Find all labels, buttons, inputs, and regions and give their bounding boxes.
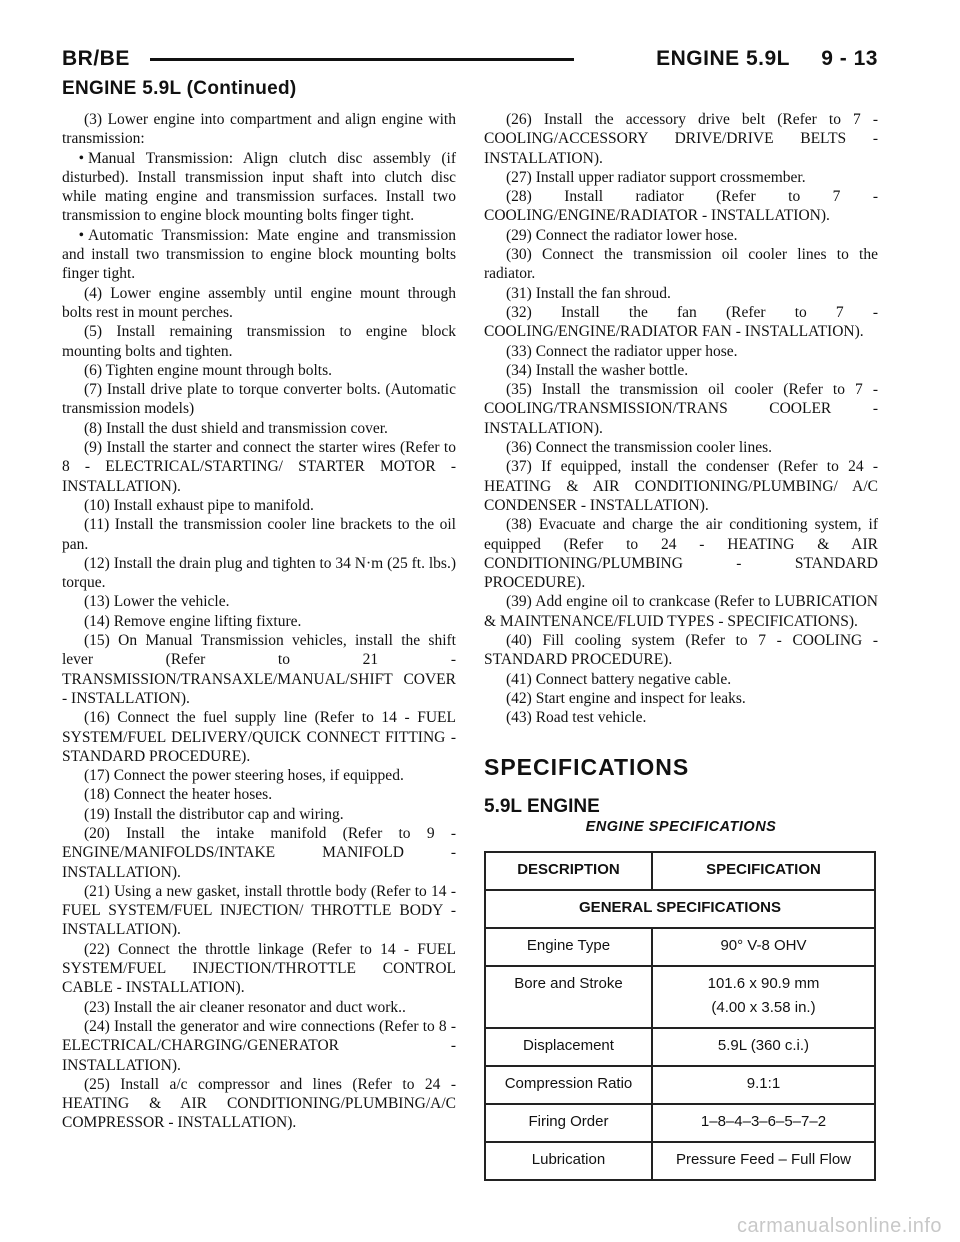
step-paragraph: (27) Install upper radiator support crossmember. <box>506 168 806 186</box>
step-paragraph: (37) If equipped, install the condenser (Refer to 24 - HEATING & AIR CONDITIONING/PLUMBING/ A/C CONDENSER - INSTALLATION). <box>484 458 878 514</box>
step-paragraph: (28) Install radiator (Refer to 7 - COOLING/ENGINE/RADIATOR - INSTALLATION). <box>484 188 878 225</box>
table-row <box>485 1066 875 1104</box>
step-paragraph: (8) Install the dust shield and transmission cover. <box>84 419 388 437</box>
table-row <box>485 1142 875 1180</box>
step-paragraph: (29) Connect the radiator lower hose. <box>506 226 738 244</box>
right-steps <box>484 110 878 728</box>
step-paragraph: (34) Install the washer bottle. <box>506 361 689 379</box>
spec-description: Displacement <box>485 1028 652 1066</box>
spec-description: Firing Order <box>485 1104 652 1142</box>
step-paragraph: (32) Install the fan (Refer to 7 - COOLING/ENGINE/RADIATOR FAN - INSTALLATION). <box>484 303 878 341</box>
spec-value-line-2: (4.00 x 3.58 in.) <box>711 999 816 1017</box>
header-left: BR/BE <box>62 47 130 70</box>
step-paragraph: (30) Connect the transmission oil cooler lines to the radiator. <box>484 246 878 283</box>
step-paragraph: (21) Using a new gasket, install throttle body (Refer to 14 - FUEL SYSTEM/FUEL INJECTION/ THROTTLE BODY - INSTALLATION). <box>62 882 456 939</box>
table-header-row <box>485 852 875 890</box>
table-caption: ENGINE SPECIFICATIONS <box>585 819 777 836</box>
step-paragraph: (23) Install the air cleaner resonator and duct work.. <box>84 998 406 1016</box>
step-paragraph: (5) Install remaining transmission to engine block mounting bolts and tighten. <box>62 323 456 360</box>
right-column <box>484 110 878 1181</box>
step-paragraph: (15) On Manual Transmission vehicles, install the shift lever (Refer to 21 - TRANSMISSION/TRANSAXLE/MANUAL/SHIFT COVER - INSTALLATION). <box>62 632 456 707</box>
step-paragraph: (12) Install the drain plug and tighten to 34 N·m (25 ft. lbs.) torque. <box>62 554 456 592</box>
group-row <box>485 890 875 928</box>
step-paragraph: (9) Install the starter and connect the starter wires (Refer to 8 - ELECTRICAL/STARTING/ STARTER MOTOR - INSTALLATION). <box>62 439 456 495</box>
spec-value-line: 5.9L (360 c.i.) <box>717 1037 810 1055</box>
step-paragraph: (40) Fill cooling system (Refer to 7 - COOLING - STANDARD PROCEDURE). <box>484 632 878 669</box>
engine-subheading: 5.9L ENGINE <box>484 795 600 817</box>
bullet-text: Automatic Transmission: Mate engine and transmission and install two transmission to engine block mounting bolts finger tight. <box>62 226 456 283</box>
table-row <box>485 1104 875 1142</box>
spec-value <box>652 928 875 966</box>
spec-value <box>652 1142 875 1180</box>
spec-description: Lubrication <box>485 1142 652 1180</box>
bullet-item <box>62 149 456 226</box>
step-paragraph: (11) Install the transmission cooler line brackets to the oil pan. <box>62 516 456 553</box>
header-rule <box>150 58 574 61</box>
step-paragraph: (22) Connect the throttle linkage (Refer to 14 - FUEL SYSTEM/FUEL INJECTION/THROTTLE CONTROL CABLE - INSTALLATION). <box>62 940 456 997</box>
group-title: GENERAL SPECIFICATIONS <box>485 890 875 928</box>
spec-value-line: Pressure Feed – Full Flow <box>675 1151 852 1169</box>
spec-value <box>652 1104 875 1142</box>
continued-heading: ENGINE 5.9L (Continued) <box>62 78 297 99</box>
step-paragraph: (42) Start engine and inspect for leaks. <box>506 689 746 707</box>
bullet-icon: • <box>78 226 84 244</box>
step-paragraph: (4) Lower engine assembly until engine mount through bolts rest in mount perches. <box>62 284 456 321</box>
step-paragraph: (24) Install the generator and wire connections (Refer to 8 - ELECTRICAL/CHARGING/GENERATOR - INSTALLATION). <box>62 1017 456 1074</box>
step-paragraph: (19) Install the distributor cap and wiring. <box>84 805 344 823</box>
engine-specifications-table <box>484 851 876 1181</box>
spec-description: Bore and Stroke <box>485 966 652 1028</box>
spec-value-line: 101.6 x 90.9 mm <box>707 975 820 993</box>
step-paragraph: (10) Install exhaust pipe to manifold. <box>84 496 314 514</box>
watermark: carmanualsonline.info <box>736 1215 942 1237</box>
step-paragraph: (41) Connect battery negative cable. <box>506 670 732 688</box>
step-paragraph: (33) Connect the radiator upper hose. <box>506 342 738 360</box>
step-paragraph: (3) Lower engine into compartment and align engine with transmission: <box>62 111 456 148</box>
step-paragraph: (38) Evacuate and charge the air conditioning system, if equipped (Refer to 24 - HEATING & AIR CONDITIONING/PLUMBING - STANDARD PROCEDURE). <box>484 516 878 592</box>
step-paragraph: (35) Install the transmission oil cooler (Refer to 7 - COOLING/TRANSMISSION/TRANS COOLER - INSTALLATION). <box>484 381 878 437</box>
step-paragraph: (14) Remove engine lifting fixture. <box>84 612 302 630</box>
table-row <box>485 1028 875 1066</box>
step-paragraph: (39) Add engine oil to crankcase (Refer to LUBRICATION & MAINTENANCE/FLUID TYPES - SPECIFICATIONS). <box>484 593 878 630</box>
step-paragraph: (36) Connect the transmission cooler lines. <box>506 439 773 457</box>
spec-value <box>652 1028 875 1066</box>
spec-value <box>652 966 875 1028</box>
spec-description: Compression Ratio <box>485 1066 652 1104</box>
spec-value-line: 9.1:1 <box>746 1075 781 1093</box>
step-paragraph: (6) Tighten engine mount through bolts. <box>84 361 332 379</box>
step-paragraph: (13) Lower the vehicle. <box>84 593 230 611</box>
spec-value-line: 90° V-8 OHV <box>720 937 807 955</box>
spec-value <box>652 1066 875 1104</box>
header-right: ENGINE 5.9L 9 - 13 <box>656 47 878 70</box>
step-paragraph: (17) Connect the power steering hoses, if equipped. <box>84 767 404 785</box>
left-column <box>62 110 456 1133</box>
spec-description: Engine Type <box>485 928 652 966</box>
bullet-text: Manual Transmission: Align clutch disc assembly (if disturbed). Install transmission input shaft into clutch disc while mating engine and transmission surfaces. Install two transmission to engine block mounting bolts finger tight. <box>62 149 456 225</box>
step-paragraph: (7) Install drive plate to torque converter bolts. (Automatic transmission models) <box>62 381 456 418</box>
header-specification: SPECIFICATION <box>652 852 875 890</box>
bullet-icon: • <box>78 149 84 167</box>
step-paragraph: (26) Install the accessory drive belt (Refer to 7 - COOLING/ACCESSORY DRIVE/DRIVE BELTS - INSTALLATION). <box>484 111 878 167</box>
specifications-heading: SPECIFICATIONS <box>484 753 690 780</box>
header-description: DESCRIPTION <box>485 852 652 890</box>
table-row <box>485 928 875 966</box>
spec-value-line: 1–8–4–3–6–5–7–2 <box>700 1113 827 1131</box>
step-paragraph: (31) Install the fan shroud. <box>506 284 671 302</box>
step-paragraph: (18) Connect the heater hoses. <box>84 786 273 804</box>
step-paragraph: (20) Install the intake manifold (Refer to 9 - ENGINE/MANIFOLDS/INTAKE MANIFOLD - INSTALLATION). <box>62 824 456 881</box>
step-paragraph: (43) Road test vehicle. <box>506 709 647 727</box>
step-paragraph: (16) Connect the fuel supply line (Refer to 14 - FUEL SYSTEM/FUEL DELIVERY/QUICK CONNECT FITTING - STANDARD PROCEDURE). <box>62 709 456 765</box>
bullet-item <box>62 226 456 284</box>
table-row <box>485 966 875 1028</box>
step-paragraph: (25) Install a/c compressor and lines (Refer to 24 - HEATING & AIR CONDITIONING/PLUMBING/A/C COMPRESSOR - INSTALLATION). <box>62 1075 456 1132</box>
